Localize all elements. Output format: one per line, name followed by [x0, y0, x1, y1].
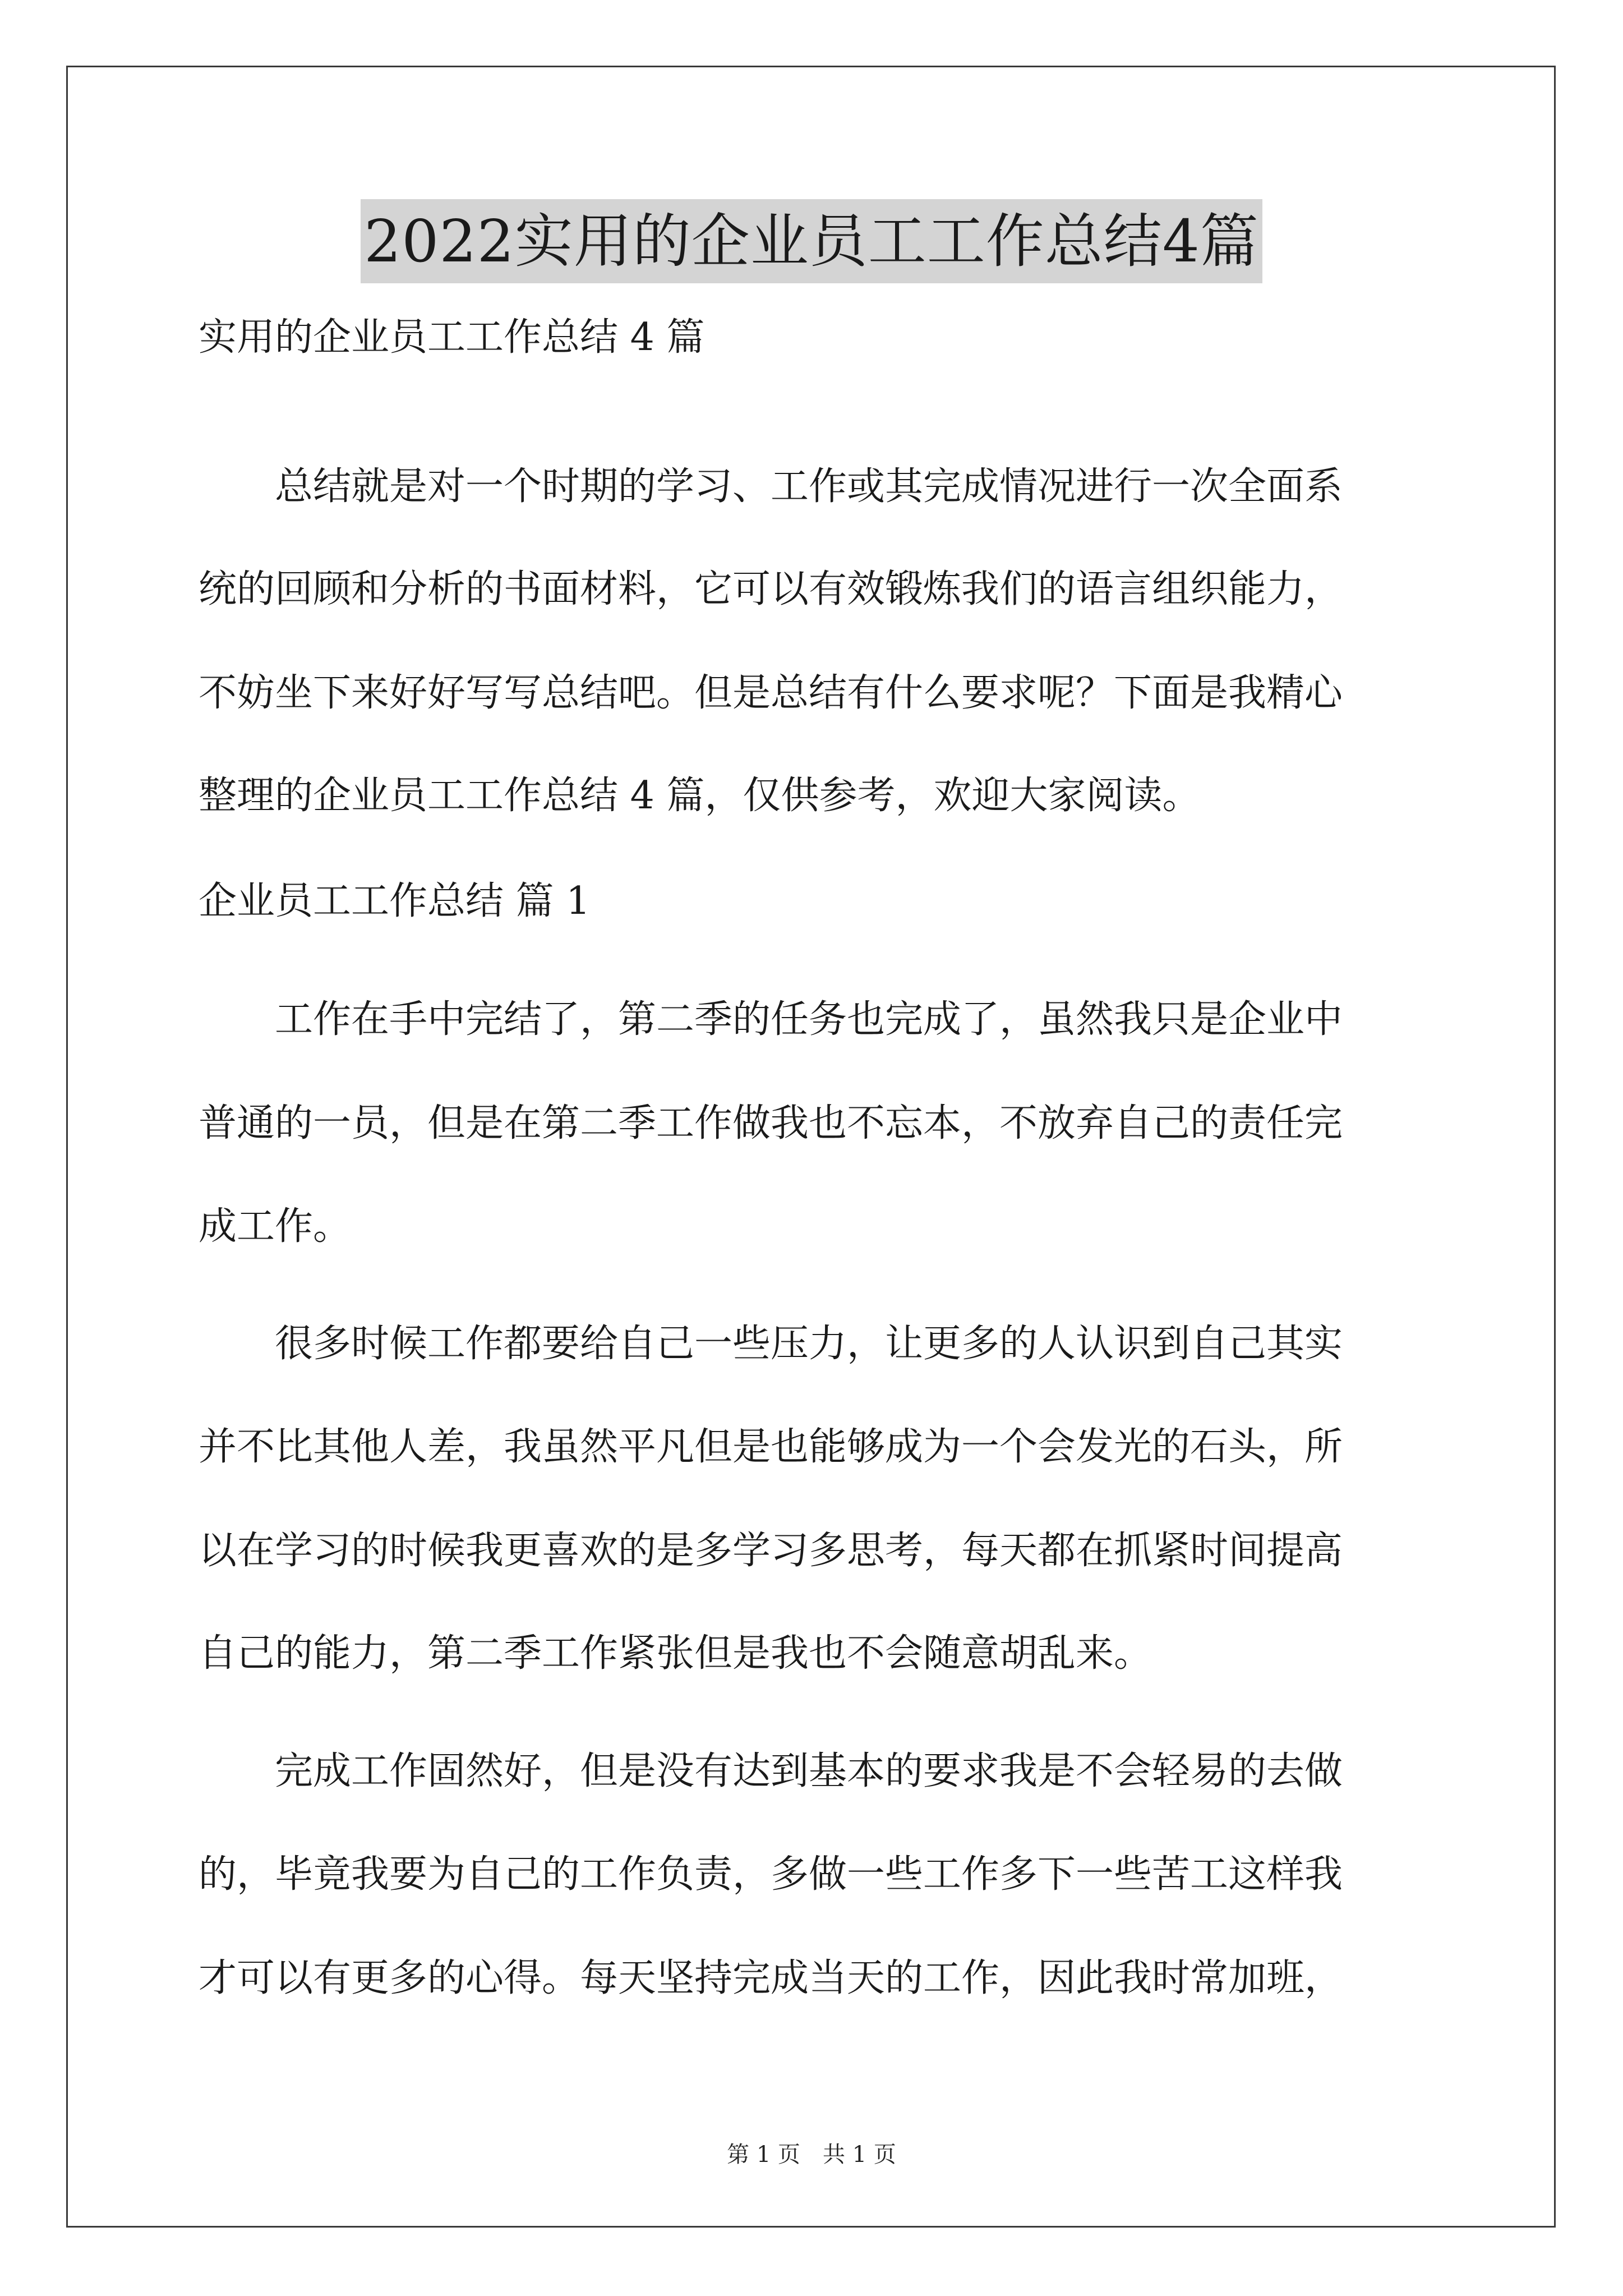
- document-title: 2022实用的企业员工工作总结4篇: [361, 199, 1262, 283]
- paragraph-line: 整理的企业员工工作总结 4 篇，仅供参考，欢迎大家阅读。: [199, 774, 1201, 818]
- paragraph-line: 才可以有更多的心得。每天坚持完成当天的工作，因此我时常加班，: [199, 1956, 1343, 2000]
- subtitle-line: 实用的企业员工工作总结 4 篇: [199, 315, 705, 360]
- paragraph-line: 统的回顾和分析的书面材料，它可以有效锻炼我们的语言组织能力，: [199, 567, 1343, 611]
- section-heading: 企业员工工作总结 篇 1: [199, 879, 591, 923]
- paragraph-line: 普通的一员，但是在第二季工作做我也不忘本，不放弃自己的责任完: [199, 1101, 1343, 1145]
- paragraph-line: 完成工作固然好，但是没有达到基本的要求我是不会轻易的去做: [199, 1749, 1343, 1793]
- paragraph-line: 总结就是对一个时期的学习、工作或其完成情况进行一次全面系: [199, 464, 1343, 509]
- paragraph-line: 很多时候工作都要给自己一些压力，让更多的人认识到自己其实: [199, 1322, 1343, 1366]
- paragraph-line: 以在学习的时候我更喜欢的是多学习多思考，每天都在抓紧时间提高: [199, 1529, 1343, 1573]
- paragraph-line: 工作在手中完结了，第二季的任务也完成了，虽然我只是企业中: [199, 997, 1343, 1042]
- paragraph-line: 自己的能力，第二季工作紧张但是我也不会随意胡乱来。: [199, 1631, 1152, 1676]
- paragraph-line: 的，毕竟我要为自己的工作负责，多做一些工作多下一些苦工这样我: [199, 1852, 1343, 1897]
- page-footer: 第 1 页 共 1 页: [727, 2142, 896, 2168]
- paragraph-line: 不妨坐下来好好写写总结吧。但是总结有什么要求呢？下面是我精心: [199, 671, 1343, 715]
- title-container: [0, 199, 1623, 283]
- paragraph-line: 成工作。: [199, 1204, 352, 1249]
- paragraph-line: 并不比其他人差，我虽然平凡但是也能够成为一个会发光的石头，所: [199, 1425, 1343, 1469]
